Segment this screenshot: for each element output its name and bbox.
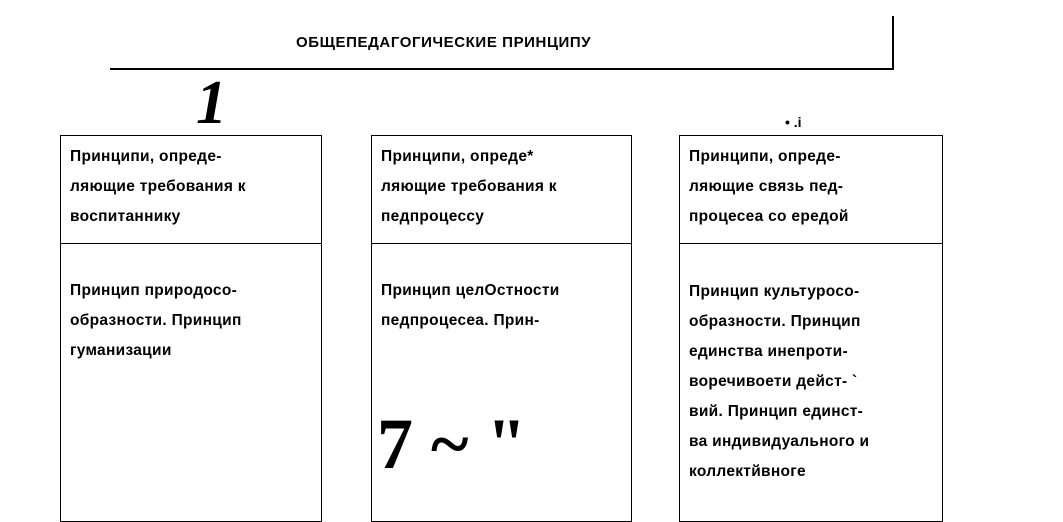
principle-column-environment bbox=[679, 135, 943, 522]
column-body: Принцип культуросо- образности. Принцип единства инепроти- воречивоети дейст- ` вий. Принцип единст- ва индивидуального и коллектйвноге bbox=[689, 283, 870, 480]
column-header: Принципи, опреде- ляющие требования к воспитаннику bbox=[61, 136, 321, 244]
principle-column-pupil bbox=[60, 135, 322, 522]
connector-mark: 1 bbox=[196, 69, 227, 137]
diagram-title: ОБЩЕПЕДАГОГИЧЕСКИЕ ПРИНЦИПУ bbox=[296, 34, 592, 51]
column-body: Принцип целОстности педпроцесеа. Прин- bbox=[381, 282, 560, 329]
diagram-header bbox=[110, 16, 894, 70]
column-header: Принципи, опреде* ляющие требования к педпроцессу bbox=[372, 136, 631, 244]
stray-glyphs: 7 ~ " bbox=[377, 404, 527, 484]
stray-mark: • .i bbox=[785, 114, 802, 130]
column-body: Принцип природосо- образности. Принцип гуманизации bbox=[70, 282, 242, 359]
column-header: Принципи, опреде- ляющие связь пед- процесеа со ередой bbox=[680, 136, 942, 244]
